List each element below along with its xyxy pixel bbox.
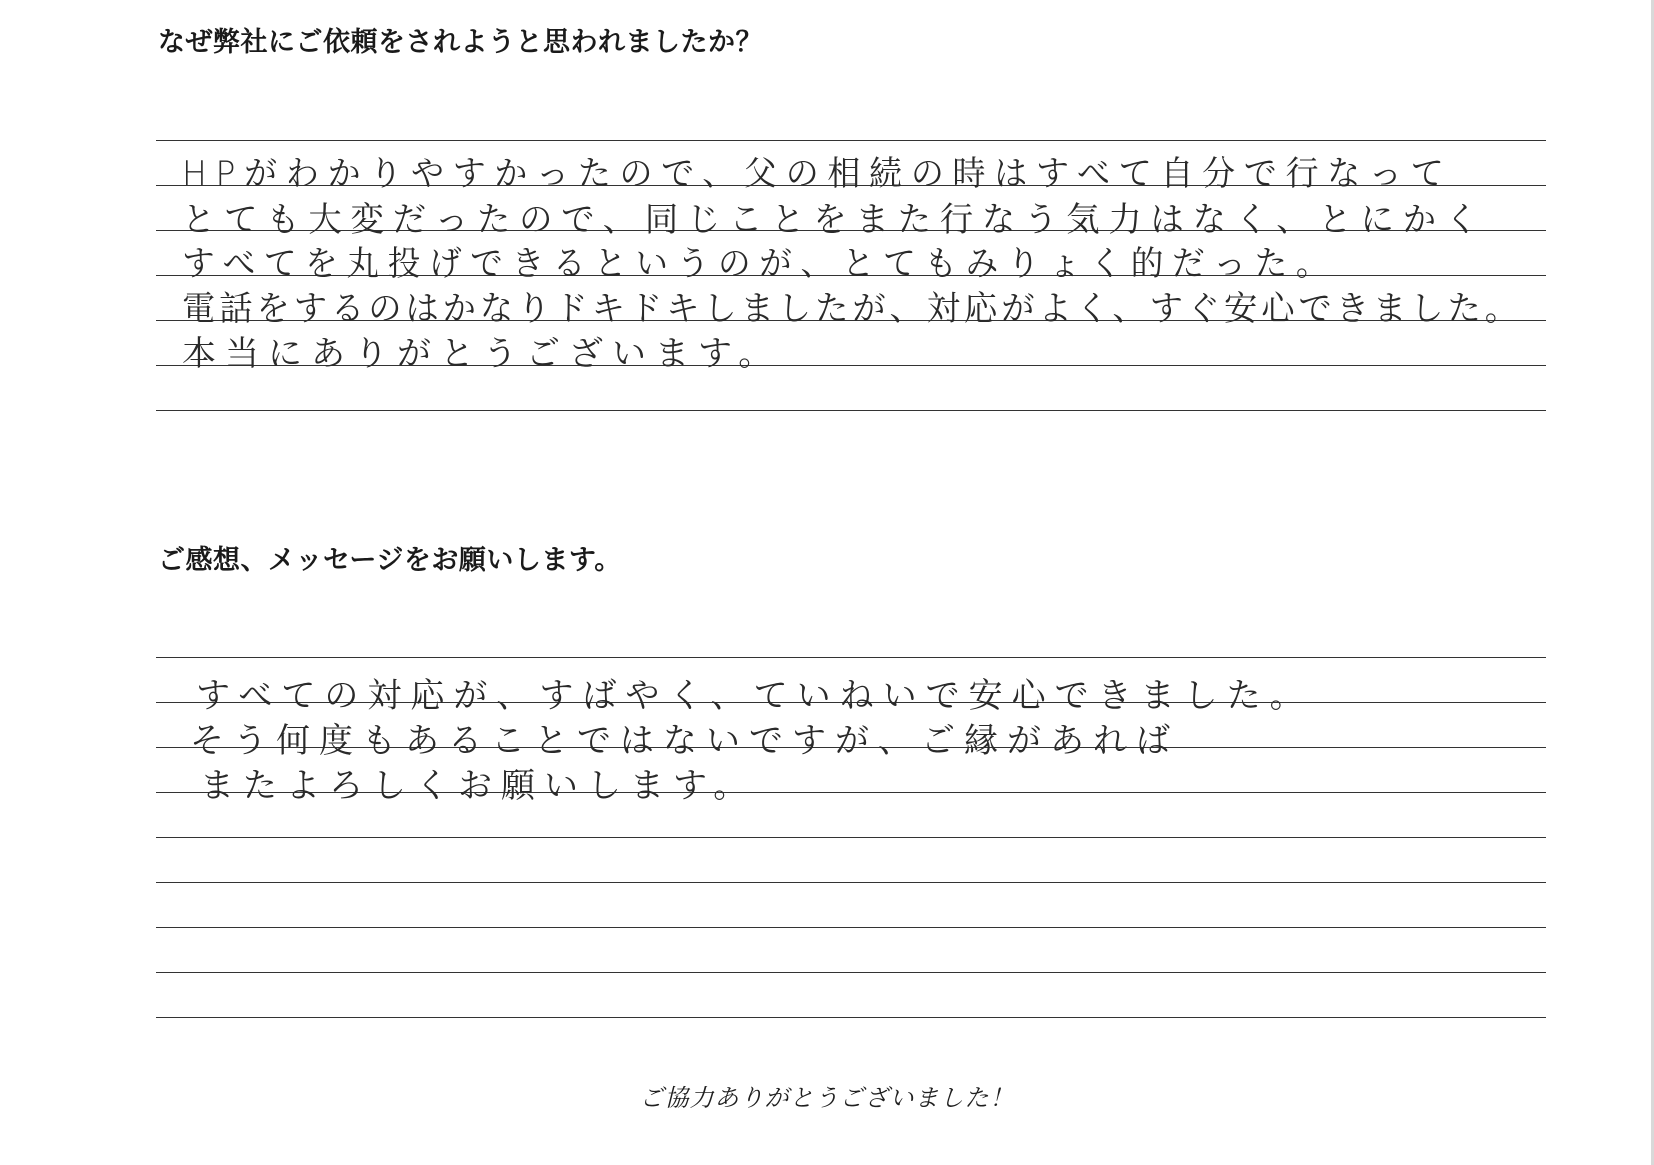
ruled-line (156, 837, 1546, 838)
handwritten-line: そう何度もあることではないですが、ご縁があれば (190, 721, 1179, 761)
question-why-chose-us: なぜ弊社にご依頼をされようと思われましたか？ (158, 27, 763, 58)
ruled-line (156, 927, 1546, 928)
ruled-line (156, 1017, 1546, 1018)
ruled-line (156, 657, 1546, 658)
ruled-line (156, 972, 1546, 973)
answer-area-1 (156, 140, 1546, 412)
handwritten-line: HPがわかりやすかったので、父の相続の時はすべて自分で行なって (182, 154, 1453, 194)
handwritten-line: またよろしくお願いします。 (200, 766, 757, 806)
handwritten-line: 本当にありがとうございます。 (182, 334, 782, 374)
thank-you-footer: ご協力ありがとうございました！ (639, 1084, 1015, 1112)
handwritten-line: すべての対応が、すばやく、ていねいで安心できました。 (196, 676, 1313, 716)
handwritten-line: 電話をするのはかなりドキドキしましたが、対応がよく、すぐ安心できました。 (182, 289, 1522, 329)
question-comments-message: ご感想、メッセージをお願いします。 (158, 545, 622, 576)
ruled-line (156, 140, 1546, 141)
handwritten-line: とても大変だったので、同じことをまた行なう気力はなく、とにかく (182, 200, 1488, 240)
ruled-line (156, 882, 1546, 883)
ruled-line (156, 410, 1546, 411)
handwritten-line: すべてを丸投げできるというのが、とてもみりょく的だった。 (182, 244, 1338, 284)
answer-area-2 (156, 657, 1546, 1019)
